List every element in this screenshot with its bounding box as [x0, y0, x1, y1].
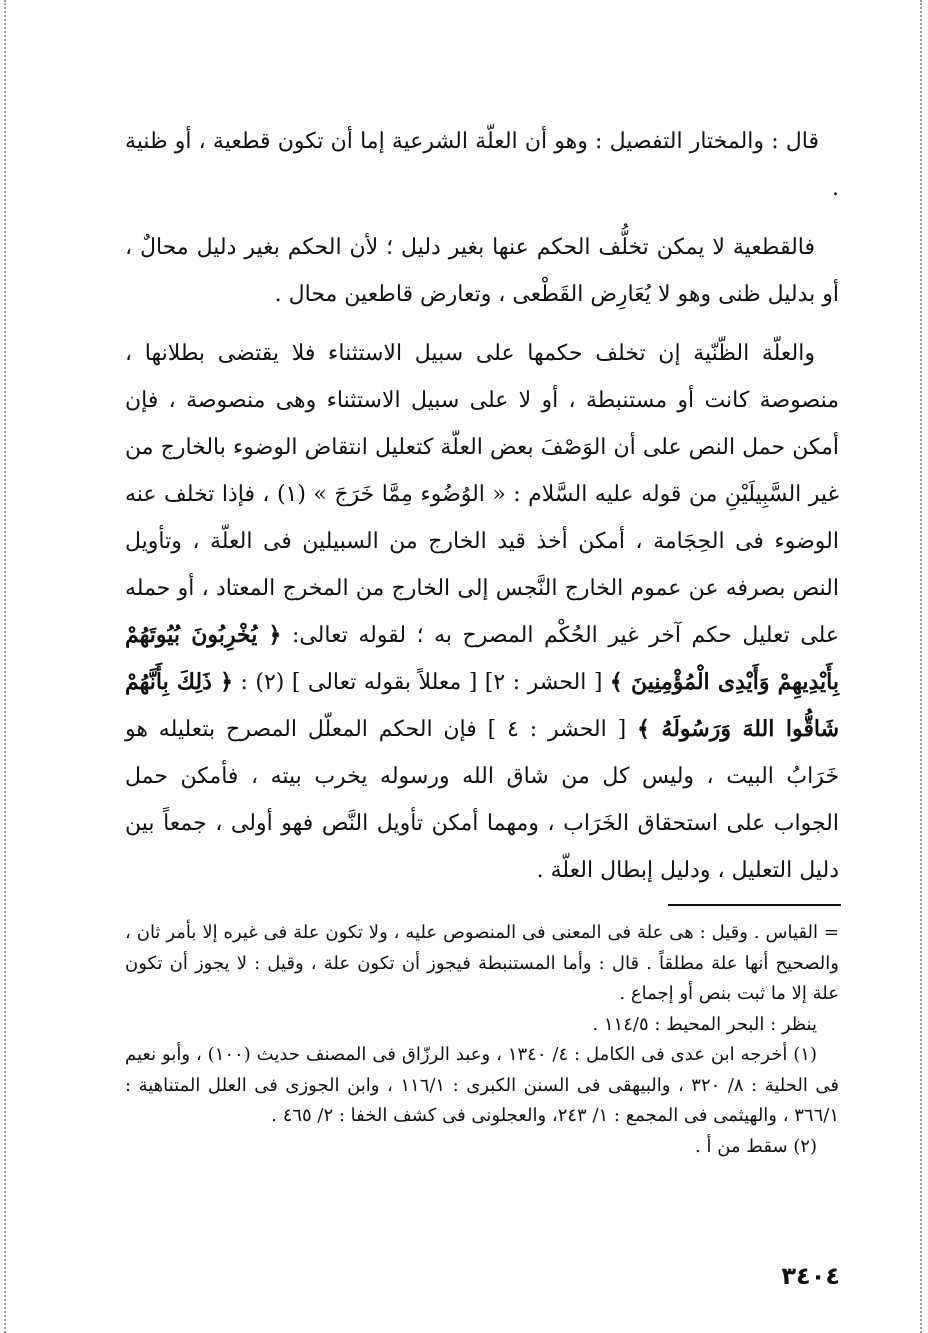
footnote-continuation-reference: ينظر : البحر المحيط : ١١٤/٥ .: [592, 1013, 817, 1035]
quran-verse-2: ﴿ ذَلِكَ بِأَنَّهُمْ شَاقُّوا اللهَ وَرَسُولَهُ ﴾: [125, 669, 840, 742]
footnote-2: (٢) سقط من أ .: [695, 1135, 817, 1157]
footnotes: [125, 918, 839, 1162]
paragraph-3-text: والعلّة الظّنّية إن تخلف حكمها على سبيل الاستثناء فلا يقتضى بطلانها ، منصوصة كانت أو مستنبطة ، أو لا على سبيل الاستثناء وهى منصوصة ، فإن أمكن حمل النص على أن الوَصْفَ بعض العلّة كتعليل انتقاض الوضوء بالخارج من غير السَّبِيلَيْنِ من قوله عليه السَّلام : « الوُضُوء مِمَّا خَرَجَ » (١) ، فإذا تخلف عنه الوضوء فى الحِجَامة ، أمكن أخذ قيد الخارج من السبيلين فى العلّة ، وتأويل النص بصرفه عن عموم الخارج النَّجس إلى الخارج من المخرج المعتاد ، أو حمله على تعليل حكم آخر غير الحُكْم المصرح به ؛ لقوله تعالى:: [125, 341, 839, 648]
footnote-continuation: = القياس . وقيل : هى علة فى المعنى فى المنصوص عليه ، ولا تكون علة فى غيره إلا بأمر ثان ، والصحيح أنها علة مطلقاً . قال : وأما المستنبطة فيجوز أن تكون علة ، وقيل : لا يجوز أن تكون علة إلا ما ثبت بنص أو إجماع .: [125, 922, 839, 1004]
paragraph-2: فالقطعية لا يمكن تخلُّف الحكم عنها بغير دليل ؛ لأن الحكم بغير دليل محالٌ ، أو بدليل ظنى وهو لا يُعَارِض القَطْعى ، وتعارض قاطعين محال .: [125, 235, 839, 307]
footnote-separator: [668, 904, 841, 906]
footnote-1: (١) أخرجه ابن عدى فى الكامل : ٤/ ١٣٤٠ ، وعبد الرزّاق فى المصنف حديث (١٠٠) ، وأبو نعيم فى الحلية : ٨/ ٣٢٠ ، والبيهقى فى السنن الكبرى : ١١٦/١ ، وابن الجوزى فى العلل المتناهية : ٣٦٦/١ ، والهيثمى فى المجمع : ١/ ٢٤٣، والعجلونى فى كشف الخفا : ٢/ ٤٦٥ .: [125, 1044, 839, 1126]
quran-reference-1: [ الحشر : ٢] [ معللاً بقوله تعالى ] (٢) :: [240, 670, 603, 695]
main-text: [125, 118, 839, 906]
quran-verse-1: ﴿ يُخْرِبُونَ بُيُوتَهُمْ بِأَيْدِيهِمْ وَأَيْدِى الْمُؤْمِنِينَ ﴾: [125, 622, 839, 695]
paragraph-3-continuation: [ الحشر : ٤ ] فإن الحكم المعلّل المصرح بتعليله هو خَرَابُ البيت ، وليس كل من شاق الله ورسوله يخرب بيته ، فأمكن حمل الجواب على استحقاق الخَرَاب ، ومهما أمكن تأويل النَّص فهو أولى ، جمعاً بين دليل التعليل ، ودليل إبطال العلّة .: [125, 717, 839, 883]
page-number: ٣٤٠٤: [781, 1262, 840, 1290]
page-edge-left: [4, 0, 6, 1333]
paragraph-1: قال : والمختار التفصيل : وهو أن العلّة الشرعية إما أن تكون قطعية ، أو ظنية .: [125, 129, 839, 201]
page-edge-right: [920, 0, 922, 1333]
paragraph-3: [125, 330, 839, 894]
